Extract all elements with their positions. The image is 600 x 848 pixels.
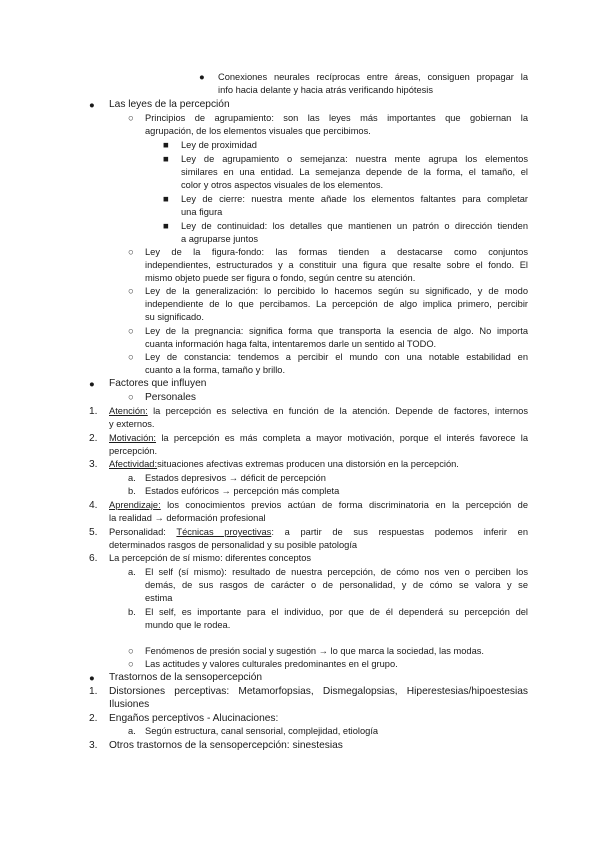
list-letter: a.: [128, 726, 136, 736]
text-line: una figura: [181, 207, 223, 217]
text-line: su significado.: [145, 312, 204, 322]
text-line: agrupación, de los elementos visuales que percibimos.: [145, 126, 371, 136]
term-label: Motivación:: [109, 433, 157, 443]
text-line: cuanto a la forma, tamaño y brillo.: [145, 365, 286, 375]
list-item-atencion: [109, 405, 528, 418]
text-line: Según estructura, canal sensorial, complejidad, etiología: [145, 726, 379, 736]
bullet-square-icon: ■: [163, 140, 169, 151]
bullet-disc-icon: ●: [89, 673, 95, 684]
text-line: El self, es importante para el individuo, por que de él dependerá su percepción del: [145, 607, 528, 617]
bullet-square-icon: ■: [163, 221, 169, 232]
text-span: la percepción es selectiva en función de la atención. Depende de factores, internos: [147, 406, 528, 416]
text-line: independiente de lo que percibamos. La percepción de algo implica primero, percibir: [145, 299, 528, 309]
subheading-personales: Personales: [145, 392, 196, 403]
text-span: la percepción es más completa a mayor motivación, porque el interés favorece la: [156, 433, 528, 443]
section-heading-leyes: Las leyes de la percepción: [109, 99, 230, 110]
text-span: Personalidad:: [109, 527, 177, 537]
term-label: Aprendizaje:: [109, 500, 161, 510]
text-line: Ley de la figura-fondo: las formas tienden a destacarse como conjuntos: [145, 247, 528, 257]
list-number: 2.: [89, 713, 98, 724]
text-line: info hacia delante y hacia atrás verificando hipótesis: [218, 85, 433, 95]
text-line: demás, de sus rasgos de carácter o de personalidad, y de cómo se valora y se: [145, 580, 528, 590]
text-line: Distorsiones perceptivas: Metamorfopsias, Dismegalopsias, Hiperestesias/hipoestesias: [109, 686, 528, 697]
list-number: 5.: [89, 527, 98, 538]
text-line: similares en una entidad. La semejanza depende de la forma, el tamaño, el: [181, 167, 528, 177]
list-item-personalidad: [109, 526, 528, 539]
bullet-circle-icon: ○: [128, 659, 134, 670]
text-line: independientes, estructurados y a constituir una figura que resalte sobre el fondo. El: [145, 260, 528, 270]
text-line: color y otros aspectos visuales de los elementos.: [181, 180, 384, 190]
list-number: 6.: [89, 553, 98, 564]
text-line: Otros trastornos de la sensopercepción: sinestesias: [109, 740, 343, 751]
term-label: Afectividad:: [109, 459, 158, 469]
list-item-afectividad: [109, 458, 459, 471]
text-span: : a partir de sus respuestas podemos inferir en: [271, 527, 528, 537]
text-line: Fenómenos de presión social y sugestión → lo que marca la sociedad, las modas.: [145, 646, 485, 656]
text-line: La percepción de sí mismo: diferentes conceptos: [109, 553, 312, 563]
bullet-square-icon: ■: [163, 154, 169, 165]
list-letter: b.: [128, 486, 136, 496]
list-letter: a.: [128, 567, 136, 577]
list-number: 3.: [89, 740, 98, 751]
text-line: Ley de agrupamiento o semejanza: nuestra mente agrupa los elementos: [181, 154, 528, 164]
text-line: estima: [145, 593, 173, 603]
text-line: Estados depresivos → déficit de percepción: [145, 473, 326, 483]
bullet-circle-icon: ○: [128, 113, 134, 124]
section-heading-factores: Factores que influyen: [109, 378, 207, 389]
bullet-circle-icon: ○: [128, 326, 134, 337]
bullet-circle-icon: ○: [128, 646, 134, 657]
list-number: 3.: [89, 459, 98, 470]
text-line: Conexiones neurales recíprocas entre áreas, consiguen propagar la: [218, 72, 528, 82]
bullet-circle-icon: ○: [128, 352, 134, 363]
list-number: 1.: [89, 686, 98, 697]
bullet-disc-icon: ●: [89, 379, 95, 390]
text-line: Estados eufóricos → percepción más completa: [145, 486, 340, 496]
text-line: mundo que le rodea.: [145, 620, 231, 630]
text-line: percepción.: [109, 446, 158, 456]
text-line: Ilusiones: [109, 699, 150, 710]
bullet-disc-icon: ●: [199, 72, 205, 83]
text-line: Las actitudes y valores culturales predominantes en el grupo.: [145, 659, 398, 669]
text-line: Ley de constancia: tendemos a percibir el mundo con una notable estabilidad en: [145, 352, 528, 362]
text-line: determinados rasgos de personalidad y su posible patología: [109, 540, 358, 550]
list-letter: a.: [128, 473, 136, 483]
text-line: Ley de la pregnancia: significa forma que transporta la esencia de algo. No importa: [145, 326, 528, 336]
text-line: cuanta información haga falta, intentaremos darle un sentido al TODO.: [145, 339, 437, 349]
list-number: 1.: [89, 406, 98, 417]
text-line: Ley de la generalización: lo percibido lo hacemos según su significado, y de modo: [145, 286, 528, 296]
text-line: a agruparse juntos: [181, 234, 259, 244]
text-span: los conocimientos previos actúan de forma discriminatoria en la percepción de: [160, 500, 528, 510]
term-label: Atención:: [109, 406, 148, 416]
text-line: la realidad → deformación profesional: [109, 513, 266, 523]
list-number: 2.: [89, 433, 98, 444]
text-line: Ley de proximidad: [181, 140, 257, 150]
list-number: 4.: [89, 500, 98, 511]
text-line: Engaños perceptivos - Alucinaciones:: [109, 713, 279, 724]
list-item-motivacion: [109, 432, 528, 445]
list-letter: b.: [128, 607, 136, 617]
text-line: y externos.: [109, 419, 155, 429]
text-line: Ley de cierre: nuestra mente añade los elementos faltantes para completar: [181, 194, 528, 204]
list-item-aprendizaje: [109, 499, 528, 512]
text-span: situaciones afectivas extremas producen una distorsión en la percepción.: [157, 459, 459, 469]
bullet-circle-icon: ○: [128, 286, 134, 297]
bullet-disc-icon: ●: [89, 100, 95, 111]
section-heading-trastornos: Trastornos de la sensopercepción: [109, 672, 263, 683]
term-label: Técnicas proyectivas: [176, 527, 272, 537]
text-line: Ley de continuidad: los detalles que mantienen un patrón o dirección tienden: [181, 221, 528, 231]
text-line: Principios de agrupamiento: son las leyes más importantes que gobiernan la: [145, 113, 528, 123]
text-line: mismo objeto puede ser figura o fondo, según centre su atención.: [145, 273, 416, 283]
bullet-circle-icon: ○: [128, 247, 134, 258]
bullet-square-icon: ■: [163, 194, 169, 205]
text-line: El self (sí mismo): resultado de nuestra percepción, de cómo nos ven o perciben los: [145, 567, 528, 577]
bullet-circle-icon: ○: [128, 392, 134, 403]
